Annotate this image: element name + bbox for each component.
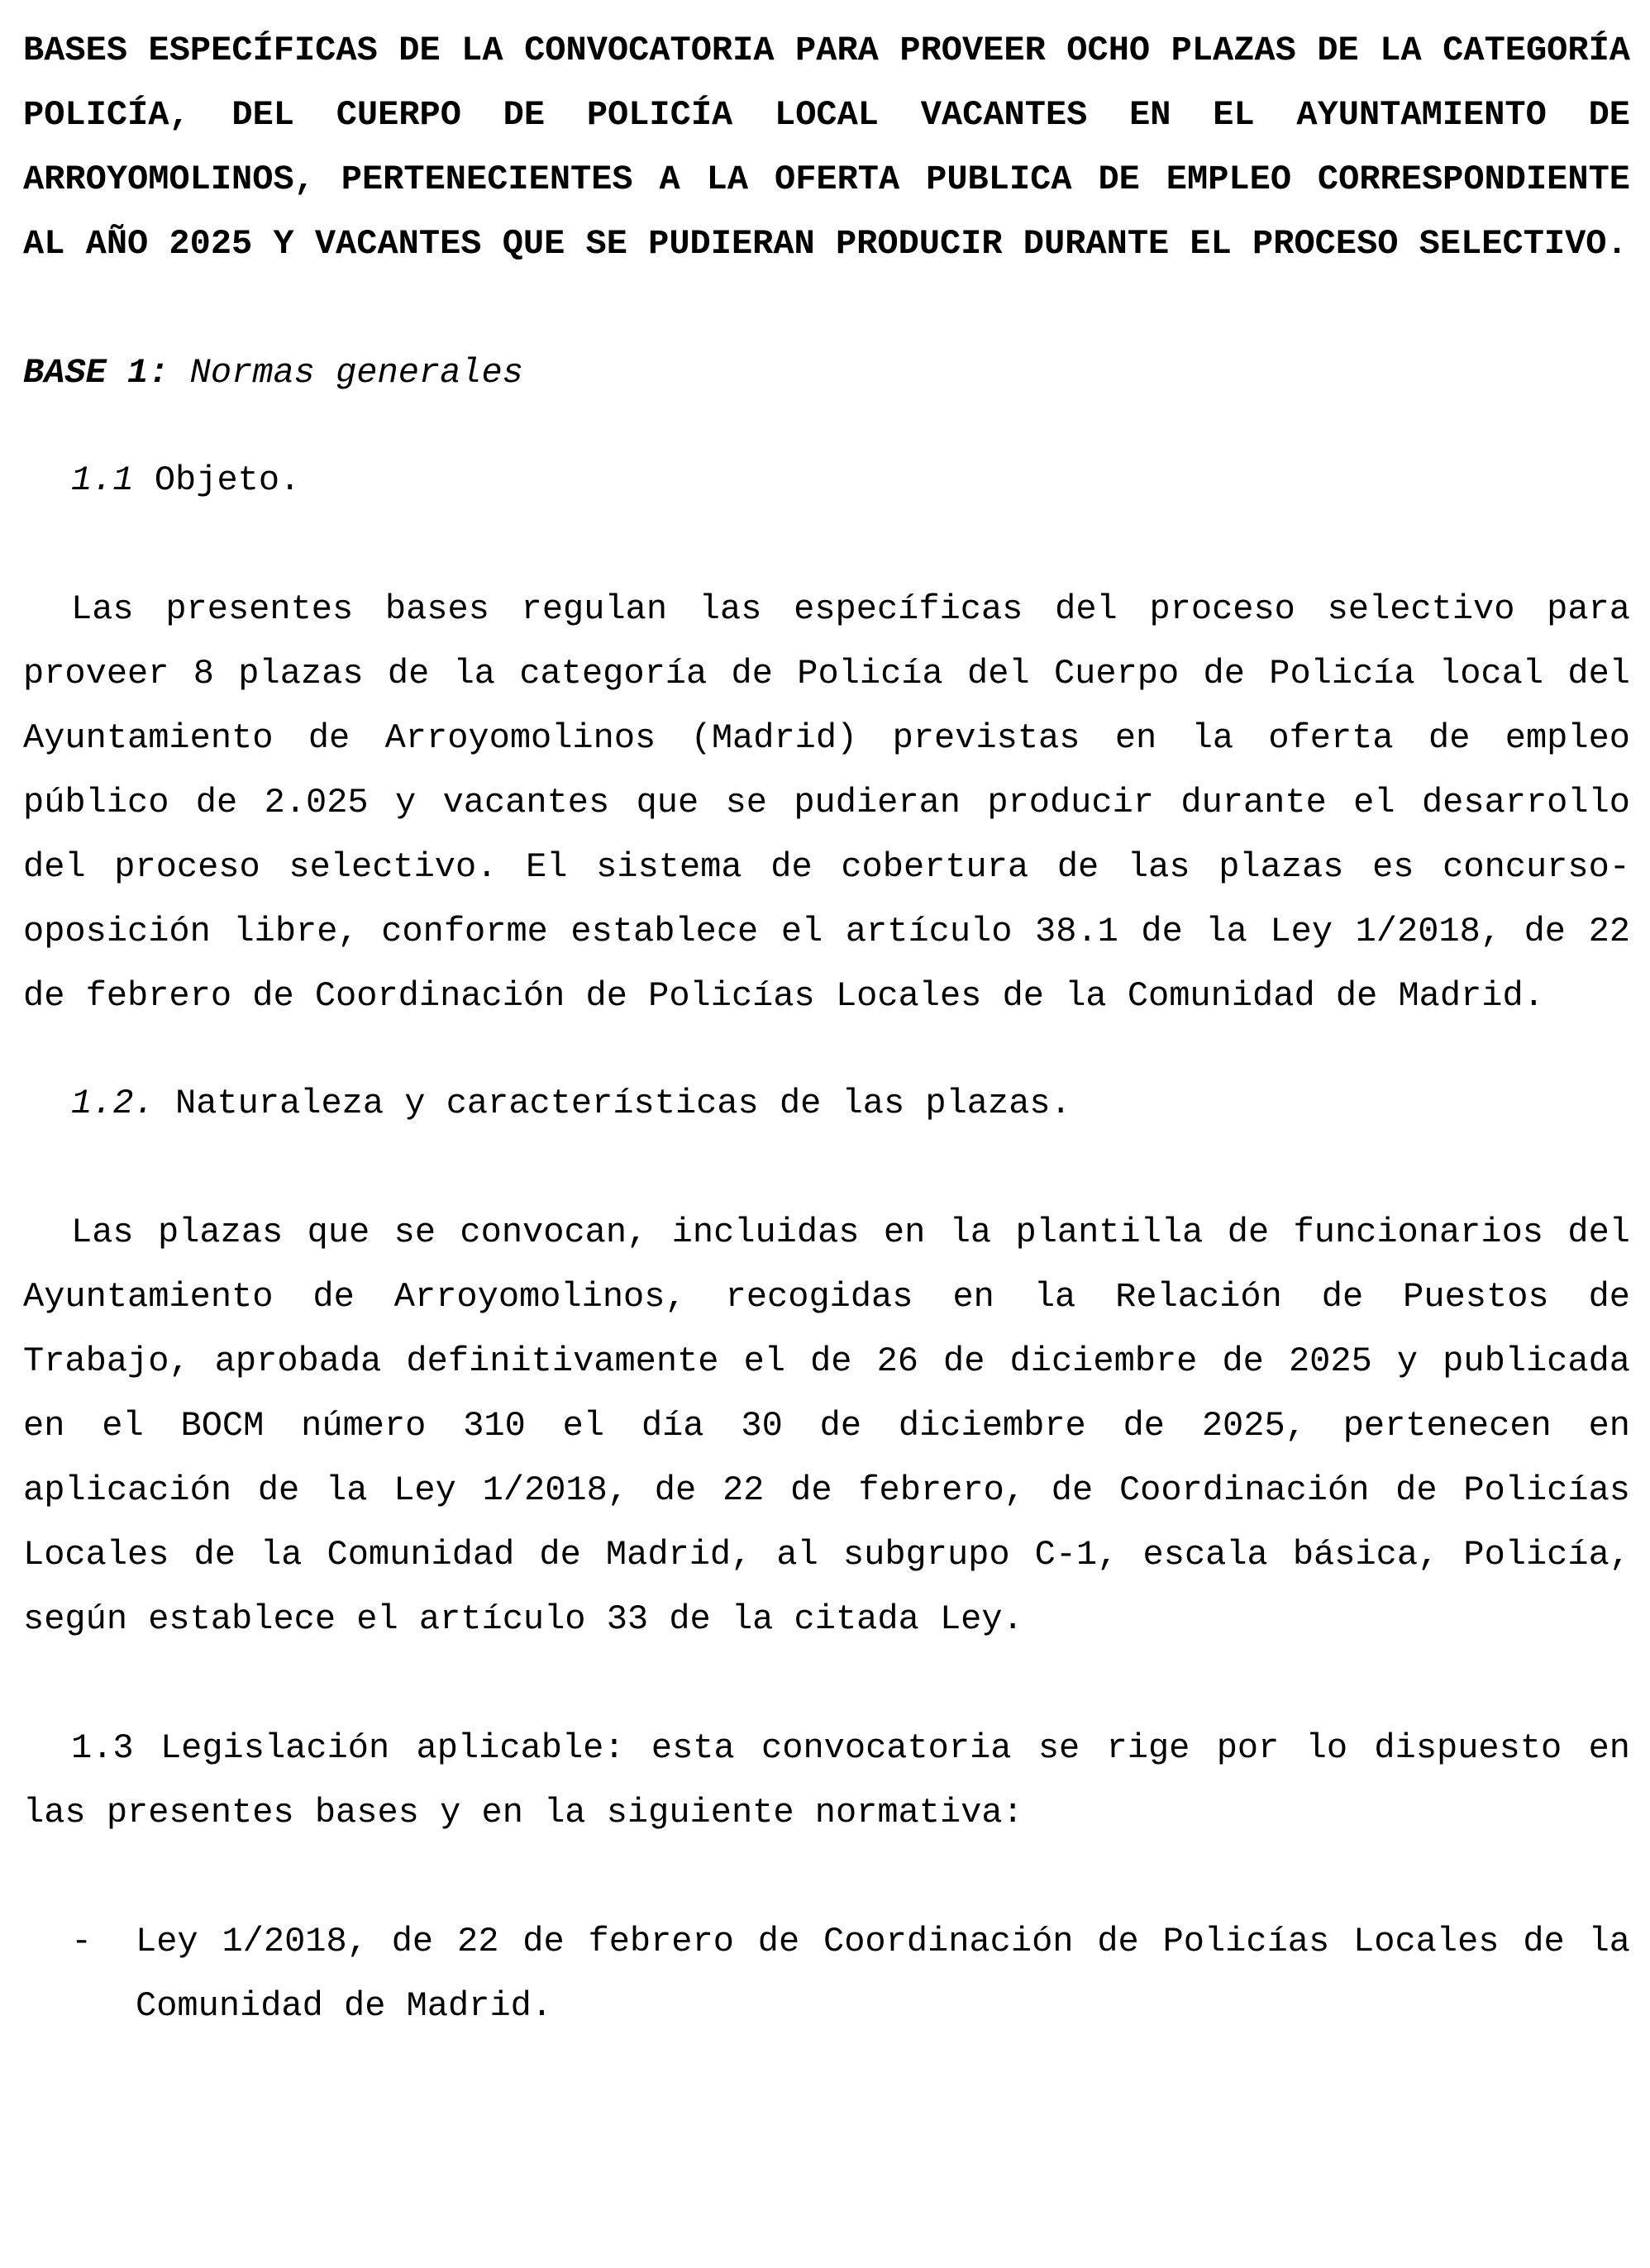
section-1-2-title: Naturaleza y características de las plazas. [175, 1084, 1071, 1123]
section-1-1-title: Objeto. [154, 460, 301, 500]
section-1-2-paragraph: Las plazas que se convocan, incluidas en la plantilla de funcionarios del Ayuntamiento de Arroyomolinos, recogidas en la Relación de Puestos de Trabajo, aprobada definitivamente el de 26 de diciembre de 2025 y publicada en el BOCM número 310 el día 30 de diciembre de 2025, pertenecen en aplicación de la Ley 1/2018, de 22 de febrero, de Coordinación de Policías Locales de la Comunidad de Madrid, al subgrupo C-1, escala básica, Policía, según establece el artículo 33 de la citada Ley. [23, 1213, 1630, 1639]
list-bullet: - [71, 1922, 93, 1961]
section-1-1-paragraph: Las presentes bases regulan las específicas del proceso selectivo para proveer 8 plazas de la categoría de Policía del Cuerpo de Policía local del Ayuntamiento de Arroyomolinos (Madrid) previstas en la oferta de empleo público de 2.025 y vacantes que se pudieran producir durante el desarrollo del proceso selectivo. El sistema de cobertura de las plazas es concurso-oposición libre, conforme establece el artículo 38.1 de la Ley 1/2018, de 22 de febrero de Coordinación de Policías Locales de la Comunidad de Madrid. [23, 589, 1630, 1016]
base-1-label: BASE 1: [23, 353, 169, 393]
section-1-2-number: 1.2. [71, 1084, 155, 1123]
legislation-list [23, 1909, 1630, 2038]
document-title: BASES ESPECÍFICAS DE LA CONVOCATORIA PARA PROVEER OCHO PLAZAS DE LA CATEGORÍA POLICÍA, DEL CUERPO DE POLICÍA LOCAL VACANTES EN EL AYUNTAMIENTO DE ARROYOMOLINOS, PERTENECIENTES A LA OFERTA PUBLICA DE EMPLEO CORRESPONDIENTE AL AÑO 2025 Y VACANTES QUE SE PUDIERAN PRODUCIR DURANTE EL PROCESO SELECTIVO. [23, 31, 1630, 264]
section-1-3-paragraph: 1.3 Legislación aplicable: esta convocatoria se rige por lo dispuesto en las presentes bases y en la siguiente normativa: [23, 1728, 1630, 1832]
section-1-1-number: 1.1 [71, 460, 134, 500]
base-1-heading [23, 341, 1630, 405]
section-1-1-heading [23, 448, 1630, 512]
section-1-2-heading [23, 1071, 1630, 1136]
base-1-title: Normas generales [189, 353, 523, 393]
list-item [23, 1909, 1630, 2038]
list-item-text: Ley 1/2018, de 22 de febrero de Coordinación de Policías Locales de la Comunidad de Madrid. [136, 1922, 1630, 2026]
